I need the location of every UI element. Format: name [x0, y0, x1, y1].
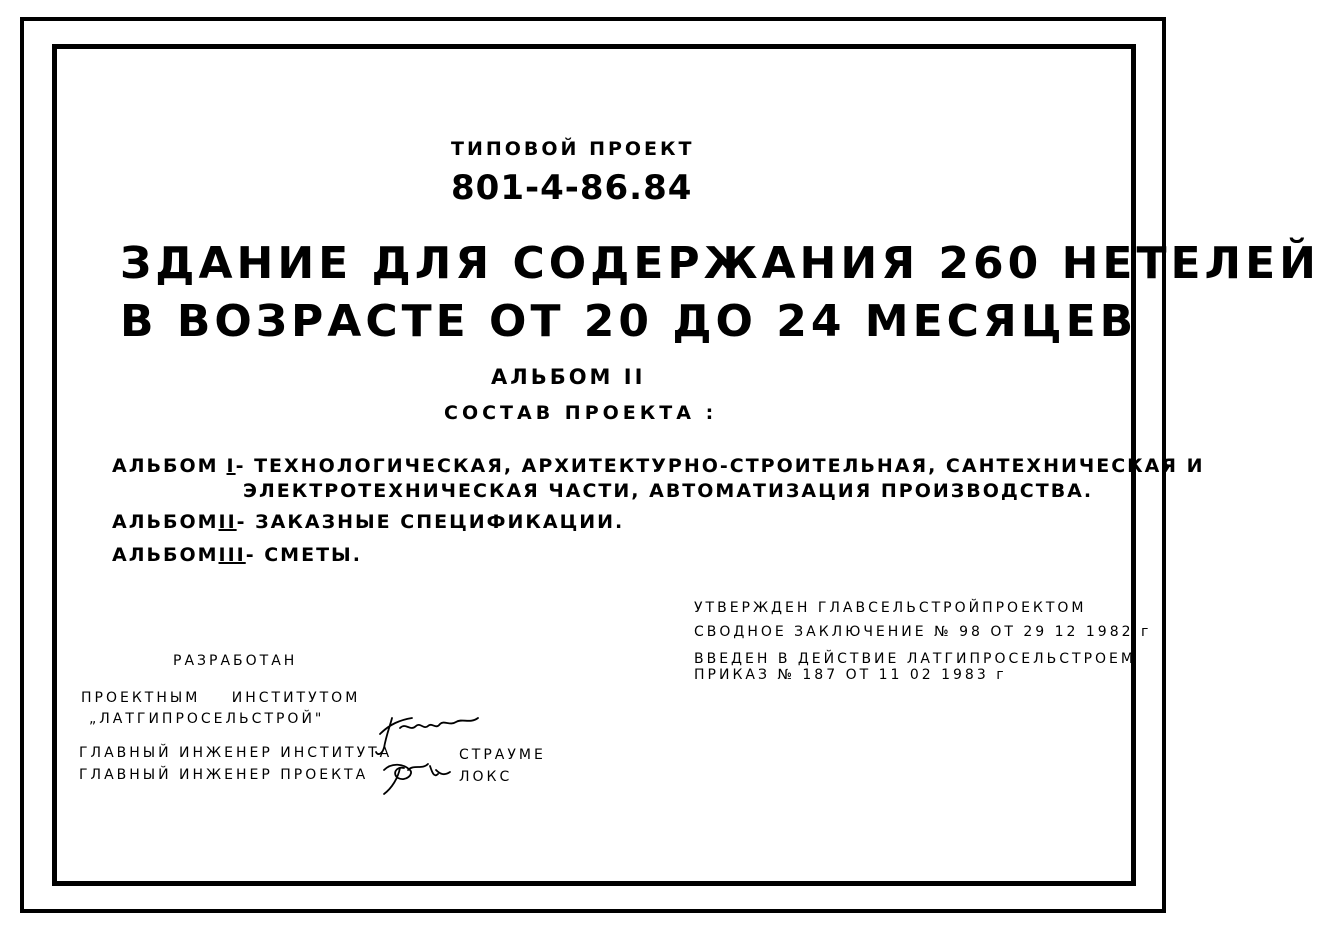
album-row-1: [112, 455, 1205, 477]
album-text: - ЗАКАЗНЫЕ СПЕЦИФИКАЦИИ.: [236, 511, 625, 533]
signatures-image: [370, 712, 488, 798]
album-current: АЛЬБОМ II: [491, 365, 646, 389]
developed-heading: РАЗРАБОТАН: [173, 653, 298, 669]
album-number: I: [226, 455, 236, 477]
name-chief-engineer-project: ЛОКС: [459, 769, 513, 785]
album-text: - ТЕХНОЛОГИЧЕСКАЯ, АРХИТЕКТУРНО-СТРОИТЕЛЬНАЯ, САНТЕХНИЧЕСКАЯ И: [235, 455, 1205, 477]
institute-label: ПРОЕКТНЫМ ИНСТИТУТОМ: [81, 690, 361, 706]
album-row-1-continuation: ЭЛЕКТРОТЕХНИЧЕСКАЯ ЧАСТИ, АВТОМАТИЗАЦИЯ ПРОИЗВОДСТВА.: [243, 480, 1094, 502]
album-text: - СМЕТЫ.: [245, 544, 362, 566]
album-number: III: [218, 544, 246, 566]
project-type: ТИПОВОЙ ПРОЕКТ: [451, 138, 695, 160]
approval-line-4: ПРИКАЗ № 187 ОТ 11 02 1983 г: [694, 667, 1007, 683]
name-chief-engineer-institute: СТРАУМЕ: [459, 747, 546, 763]
album-row-3: [112, 544, 362, 566]
role-chief-engineer-project: ГЛАВНЫЙ ИНЖЕНЕР ПРОЕКТА: [79, 767, 369, 783]
approval-line-1: УТВЕРЖДЕН ГЛАВСЕЛЬСТРОЙПРОЕКТОМ: [694, 600, 1087, 616]
institute-name: „ЛАТГИПРОСЕЛЬСТРОЙ": [89, 711, 325, 727]
album-label: АЛЬБОМ: [112, 511, 219, 533]
role-chief-engineer-institute: ГЛАВНЫЙ ИНЖЕНЕР ИНСТИТУТА: [79, 745, 393, 761]
composition-heading: СОСТАВ ПРОЕКТА :: [444, 402, 718, 424]
approval-line-3: ВВЕДЕН В ДЕЙСТВИЕ ЛАТГИПРОСЕЛЬСТРОЕМ: [694, 651, 1136, 667]
album-row-2: [112, 511, 624, 533]
approval-line-2: СВОДНОЕ ЗАКЛЮЧЕНИЕ № 98 ОТ 29 12 1982 г: [694, 624, 1152, 640]
project-number: 801-4-86.84: [451, 168, 693, 208]
album-number: II: [218, 511, 237, 533]
album-label: АЛЬБОМ: [112, 455, 219, 477]
album-label: АЛЬБОМ: [112, 544, 219, 566]
title-line-2: В ВОЗРАСТЕ ОТ 20 ДО 24 МЕСЯЦЕВ: [120, 296, 1138, 347]
title-line-1: ЗДАНИЕ ДЛЯ СОДЕРЖАНИЯ 260 НЕТЕЛЕЙ: [120, 238, 1320, 289]
